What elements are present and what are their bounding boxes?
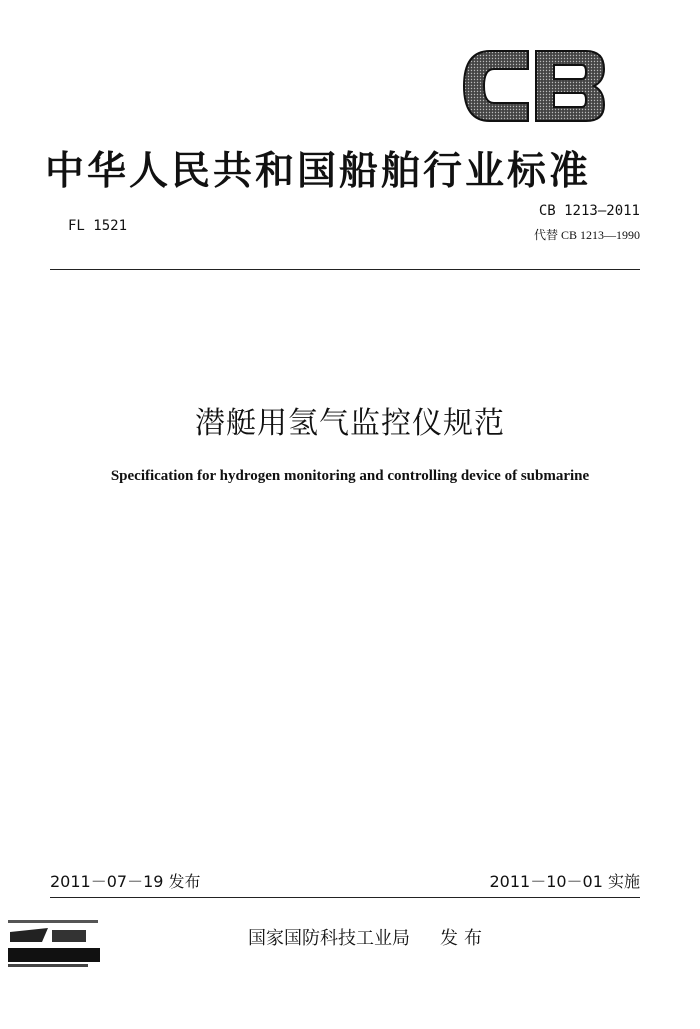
- cb-logo-icon: [458, 45, 608, 127]
- document-title-english: Specification for hydrogen monitoring and controlling device of submarine: [110, 468, 590, 484]
- anti-counterfeit-label-icon: [8, 918, 118, 970]
- implementation-date: 2011－10－01 实施: [489, 872, 640, 891]
- publisher-verb: 发布: [440, 928, 488, 949]
- standard-number: CB 1213—2011: [538, 203, 640, 219]
- issue-date: 2011－07－19 发布: [50, 872, 201, 891]
- header-divider: [50, 269, 640, 270]
- organization-title: 中华人民共和国船舶行业标准: [45, 149, 592, 194]
- document-title-chinese: 潜艇用氢气监控仪规范: [195, 406, 505, 441]
- footer-divider: [50, 897, 640, 898]
- replaced-standard: 代替 CB 1213—1990: [533, 228, 640, 242]
- classification-code: FL 1521: [68, 218, 128, 234]
- publisher-name: 国家国防科技工业局: [248, 928, 410, 949]
